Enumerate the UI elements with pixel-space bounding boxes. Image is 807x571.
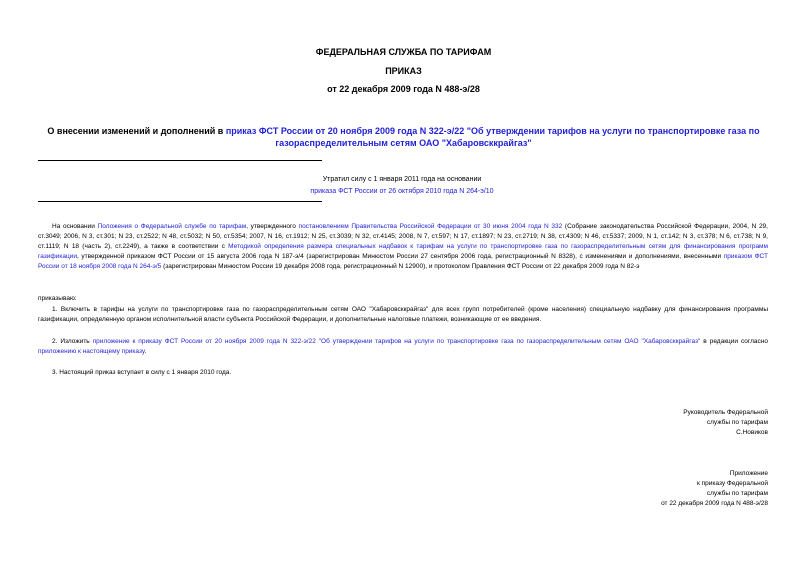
status-note <box>210 174 594 198</box>
item-2-text-3: . <box>144 348 147 355</box>
agency-name: ФЕДЕРАЛЬНАЯ СЛУЖБА ПО ТАРИФАМ <box>315 47 492 57</box>
fst-order-2008-link[interactable]: приказом ФСТ России от 18 ноября 2008 года N 264-э/5 <box>38 253 769 270</box>
appendix-heading <box>528 469 768 509</box>
appendix-line-2: к приказу Федеральной <box>697 480 768 487</box>
title-prefix: О внесении изменений и дополнений в <box>47 126 226 136</box>
appendix-current-link[interactable]: приложению к настоящему приказу <box>38 348 145 355</box>
regulation-link[interactable]: Положения о Федеральной службе по тарифам <box>97 223 247 230</box>
document-type: ПРИКАЗ <box>385 66 422 76</box>
preamble-text-2: , утвержденного <box>246 223 299 230</box>
signature-line-2: службы по тарифам <box>706 419 768 426</box>
signature-block <box>528 408 768 438</box>
preamble-text-4: , утвержденной приказом ФСТ России от 15 августа 2006 года N 187-э/4 (зарегистрирован Минюстом России 27 сентября 2006 года, регистрационный N 8328), с изменениями и дополнениями, внесенными <box>76 253 724 260</box>
appendix-line-3: службы по тарифам <box>706 490 768 497</box>
appendix-line-1: Приложение <box>729 470 768 477</box>
item-1-text: 1. Включить в тарифы на услуги по транспортировке газа по газораспределительным сетям ОАО "Хабаровсккрайгаз" для всех групп потребителей (кроме населения) специальную надбавку для финансирования программы газификации, определенную органом исполнительной власти субъекта Российской Федерации, и дополнительные налоговые платежи, возникающие от ее введения. <box>38 306 768 323</box>
item-3-text: 3. Настоящий приказ вступает в силу с 1 января 2010 года. <box>52 369 232 376</box>
divider-bottom <box>38 201 322 202</box>
item-2 <box>38 337 768 357</box>
document-title <box>40 125 767 149</box>
preamble-paragraph <box>38 222 768 272</box>
preamble-text-5: (зарегистрирован Минюстом России 19 декабря 2008 года, регистрационный N 12900), и протоколом Правления ФСТ России от 22 декабря 2009 года N 82-э <box>161 263 640 270</box>
order-word: приказываю: <box>38 295 77 302</box>
appendix-amended-link[interactable]: приложение к приказу ФСТ России от 20 ноября 2009 года N 322-э/22 "Об утверждении тарифов на услуги по транспортировке газа по газораспределительным сетям ОАО "Хабаровсккрайгаз" <box>92 338 701 345</box>
item-3 <box>38 368 768 378</box>
preamble-text-3: (Собрание законодательства Российской Федерации, 2004, N 29, ст.3049; 2006, N 3, ст.301; N 23, ст.2522; N 48, ст.5032; N 50, ст.5354; 2007, N 16, ст.1912; N 25, ст.3039; N 32, ст.4145; 2008, N 7, ст.597; N 17, ст.1897; N 23, ст.2719; N 38, ст.4309; N 46, ст.5337; 2009, N 1, ст.142; N 3, ст.378; N 6, ст.738; N 9, ст.1119; N 18 (часть 2), ст.2249), а также в соответствии с <box>38 223 768 250</box>
status-note-text: Утратил силу с 1 января 2011 года на основании <box>322 176 482 183</box>
item-2-text-2: в редакции согласно <box>700 338 768 345</box>
government-decree-link[interactable]: постановлением Правительства Российской Федерации от 30 июня 2004 года N 332 <box>298 223 563 230</box>
signature-name: С.Новиков <box>736 429 768 436</box>
title-amended-order-link[interactable]: приказ ФСТ России от 20 ноября 2009 года N 322-э/22 "Об утверждении тарифов на услуги по транспортировке газа по газораспределительным сетям ОАО "Хабаровсккрайгаз" <box>225 126 760 148</box>
appendix-line-4: от 22 декабря 2009 года N 488-э/28 <box>661 500 768 507</box>
item-1 <box>38 305 768 325</box>
status-note-link[interactable]: приказа ФСТ России от 26 октября 2010 года N 264-э/10 <box>310 188 494 195</box>
divider-top <box>38 160 322 161</box>
methodology-link[interactable]: Методикой определения размера специальных надбавок к тарифам на услуги по транспортировке газа по газораспределительным сетям для финансирования программ газификации <box>38 243 768 260</box>
signature-line-1: Руководитель Федеральной <box>683 409 768 416</box>
preamble-text-1: На основании <box>52 223 98 230</box>
document-date-number: от 22 декабря 2009 года N 488-э/28 <box>327 84 480 94</box>
item-2-text-1: 2. Изложить <box>52 338 93 345</box>
